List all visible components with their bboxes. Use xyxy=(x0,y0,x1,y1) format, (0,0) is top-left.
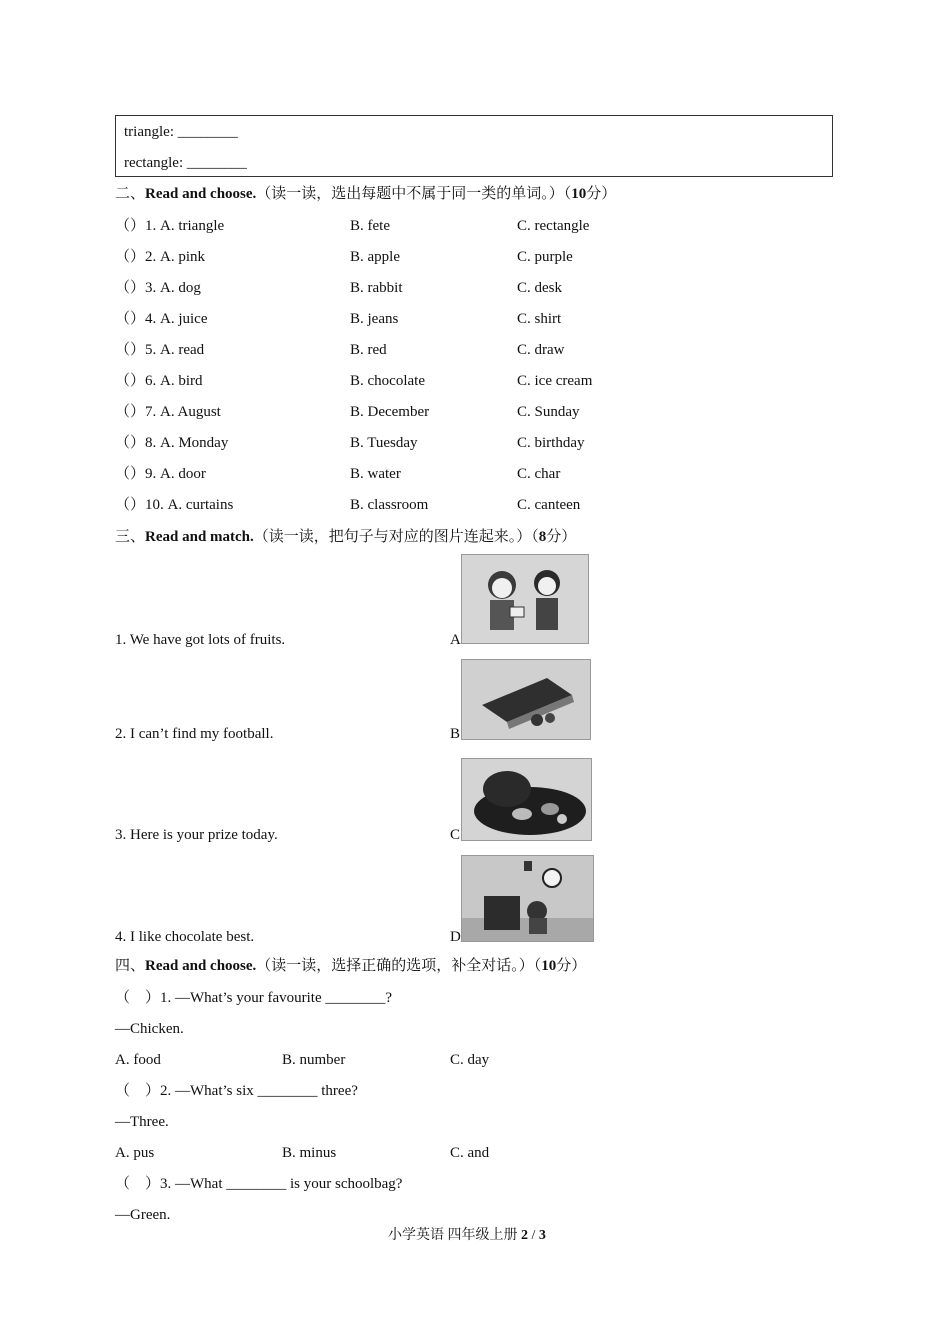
s4-q2: （ ）2. —What’s six ________ three? xyxy=(115,1083,358,1099)
s2-item-b: B. water xyxy=(350,466,401,482)
s2-item-b: B. jeans xyxy=(350,311,399,327)
s2-item-b: B. fete xyxy=(350,218,390,234)
match-letter-a: A xyxy=(450,632,461,648)
s4-q2-answer: —Three. xyxy=(115,1114,169,1130)
s2-item-q: （）9. A. door xyxy=(115,466,206,482)
s2-item-q: （）10. A. curtains xyxy=(115,497,234,513)
s2-item-b: B. rabbit xyxy=(350,280,403,296)
s4-q3-answer: —Green. xyxy=(115,1207,171,1223)
s2-item-q: （）4. A. juice xyxy=(115,311,208,327)
s4-q2-opt-b: B. minus xyxy=(282,1145,337,1161)
s2-item-q: （）5. A. read xyxy=(115,342,205,358)
s2-item-c: C. ice cream xyxy=(517,373,593,389)
s2-item-b: B. apple xyxy=(350,249,400,265)
s2-item-c: C. draw xyxy=(517,342,565,358)
picture-children-gift xyxy=(461,554,589,644)
s2-item-c: C. rectangle xyxy=(517,218,590,234)
picture-fruits xyxy=(461,758,592,841)
s2-item-q: （）2. A. pink xyxy=(115,249,206,265)
s2-item-b: B. red xyxy=(350,342,387,358)
s2-item-q: （）7. A. August xyxy=(115,404,221,420)
s4-q1: （ ）1. —What’s your favourite ________? xyxy=(115,990,393,1006)
s4-q1-answer: —Chicken. xyxy=(115,1021,184,1037)
section2-heading: 二、Read and choose.（读一读，选出每题中不属于同一类的单词。）（10分） xyxy=(115,186,617,202)
match-sentence-2: 2. I can’t find my football. xyxy=(115,726,274,742)
s2-item-c: C. desk xyxy=(517,280,562,296)
picture-football-room xyxy=(461,855,594,942)
section4-heading: 四、Read and choose.（读一读，选择正确的选项，补全对话。）（10分） xyxy=(115,958,587,974)
s4-q1-opt-b: B. number xyxy=(282,1052,346,1068)
match-sentence-3: 3. Here is your prize today. xyxy=(115,827,278,843)
box-line-triangle: triangle: ________ xyxy=(124,124,238,140)
section3-heading: 三、Read and match.（读一读，把句子与对应的图片连起来。）（8分） xyxy=(115,529,577,545)
s4-q3: （ ）3. —What ________ is your schoolbag? xyxy=(115,1176,403,1192)
s2-item-b: B. Tuesday xyxy=(350,435,418,451)
s2-item-b: B. December xyxy=(350,404,430,420)
match-letter-b: B xyxy=(450,726,461,742)
page-footer: 小学英语 四年级上册 2 / 3 xyxy=(388,1228,546,1243)
match-sentence-4: 4. I like chocolate best. xyxy=(115,929,255,945)
s2-item-b: B. classroom xyxy=(350,497,429,513)
s2-item-q: （）1. A. triangle xyxy=(115,218,225,234)
match-letter-c: C xyxy=(450,827,461,843)
s2-item-c: C. shirt xyxy=(517,311,562,327)
s4-q1-opt-c: C. day xyxy=(450,1052,490,1068)
s4-q1-opt-a: A. food xyxy=(115,1052,161,1068)
s2-item-c: C. birthday xyxy=(517,435,585,451)
s2-item-c: C. Sunday xyxy=(517,404,580,420)
box-line-rectangle: rectangle: ________ xyxy=(124,155,247,171)
s4-q2-opt-c: C. and xyxy=(450,1145,490,1161)
s2-item-c: C. canteen xyxy=(517,497,581,513)
match-sentence-1: 1. We have got lots of fruits. xyxy=(115,632,286,648)
s2-item-q: （）6. A. bird xyxy=(115,373,203,389)
s2-item-q: （）8. A. Monday xyxy=(115,435,229,451)
s2-item-q: （）3. A. dog xyxy=(115,280,201,296)
s2-item-b: B. chocolate xyxy=(350,373,425,389)
s4-q2-opt-a: A. pus xyxy=(115,1145,155,1161)
picture-chocolate xyxy=(461,659,591,740)
s2-item-c: C. char xyxy=(517,466,561,482)
s2-item-c: C. purple xyxy=(517,249,573,265)
match-letter-d: D xyxy=(450,929,461,945)
